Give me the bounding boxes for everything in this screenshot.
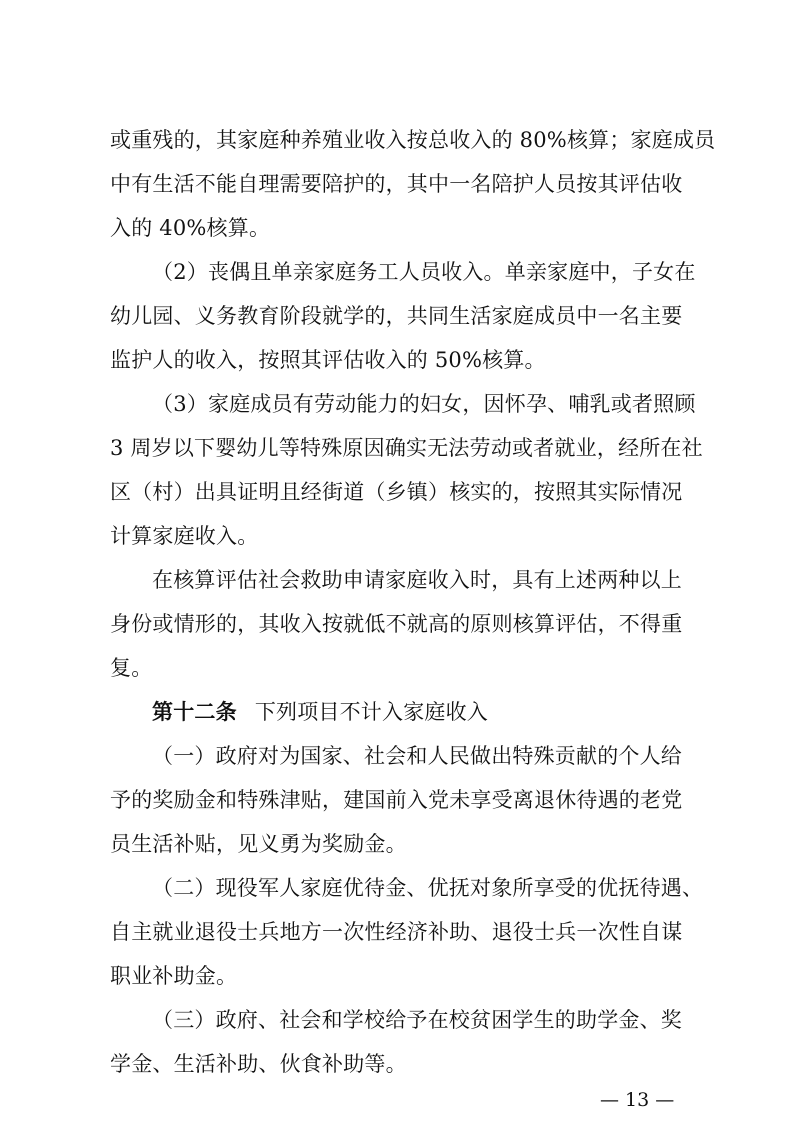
paragraph-line: 中有生活不能自理需要陪护的，其中一名陪护人员按其评估收: [110, 172, 683, 196]
item-line: （一）政府对为国家、社会和人民做出特殊贡献的个人给: [152, 744, 682, 768]
paragraph-line: 复。: [110, 656, 153, 680]
article-title: 下列项目不计入家庭收入: [254, 700, 489, 724]
item-line: 学金、生活补助、伙食补助等。: [110, 1052, 407, 1076]
item-line: 自主就业退役士兵地方一次性经济补助、退役士兵一次性自谋: [110, 920, 683, 944]
paragraph-line: 3 周岁以下婴幼儿等特殊原因确实无法劳动或者就业，经所在社: [110, 436, 703, 460]
item-line: 员生活补贴，见义勇为奖励金。: [110, 832, 407, 856]
page-number: — 13 —: [600, 1089, 675, 1111]
item-line: 予的奖励金和特殊津贴，建国前入党未享受离退休待遇的老党: [110, 788, 683, 812]
paragraph-line: 或重残的，其家庭种养殖业收入按总收入的 80%核算；家庭成员: [110, 128, 716, 152]
paragraph-line: 入的 40%核算。: [110, 216, 271, 240]
paragraph-line: 幼儿园、义务教育阶段就学的，共同生活家庭成员中一名主要: [110, 304, 683, 328]
paragraph-line: 身份或情形的，其收入按就低不就高的原则核算评估，不得重: [110, 612, 683, 636]
paragraph-line: 监护人的收入，按照其评估收入的 50%核算。: [110, 348, 546, 372]
item-line: （二）现役军人家庭优待金、优抚对象所享受的优抚待遇、: [152, 876, 704, 900]
paragraph-line: （2）丧偶且单亲家庭务工人员收入。单亲家庭中，子女在: [152, 260, 696, 284]
paragraph-line: 区（村）出具证明且经街道（乡镇）核实的，按照其实际情况: [110, 480, 683, 504]
article-label: 第十二条: [152, 700, 237, 724]
paragraph-line: 计算家庭收入。: [110, 524, 259, 548]
item-line: （三）政府、社会和学校给予在校贫困学生的助学金、奖: [152, 1008, 682, 1032]
paragraph-line: （3）家庭成员有劳动能力的妇女，因怀孕、哺乳或者照顾: [152, 392, 696, 416]
paragraph-line: 在核算评估社会救助申请家庭收入时，具有上述两种以上: [152, 568, 682, 592]
item-line: 职业补助金。: [110, 964, 238, 988]
article-heading: [152, 692, 690, 732]
